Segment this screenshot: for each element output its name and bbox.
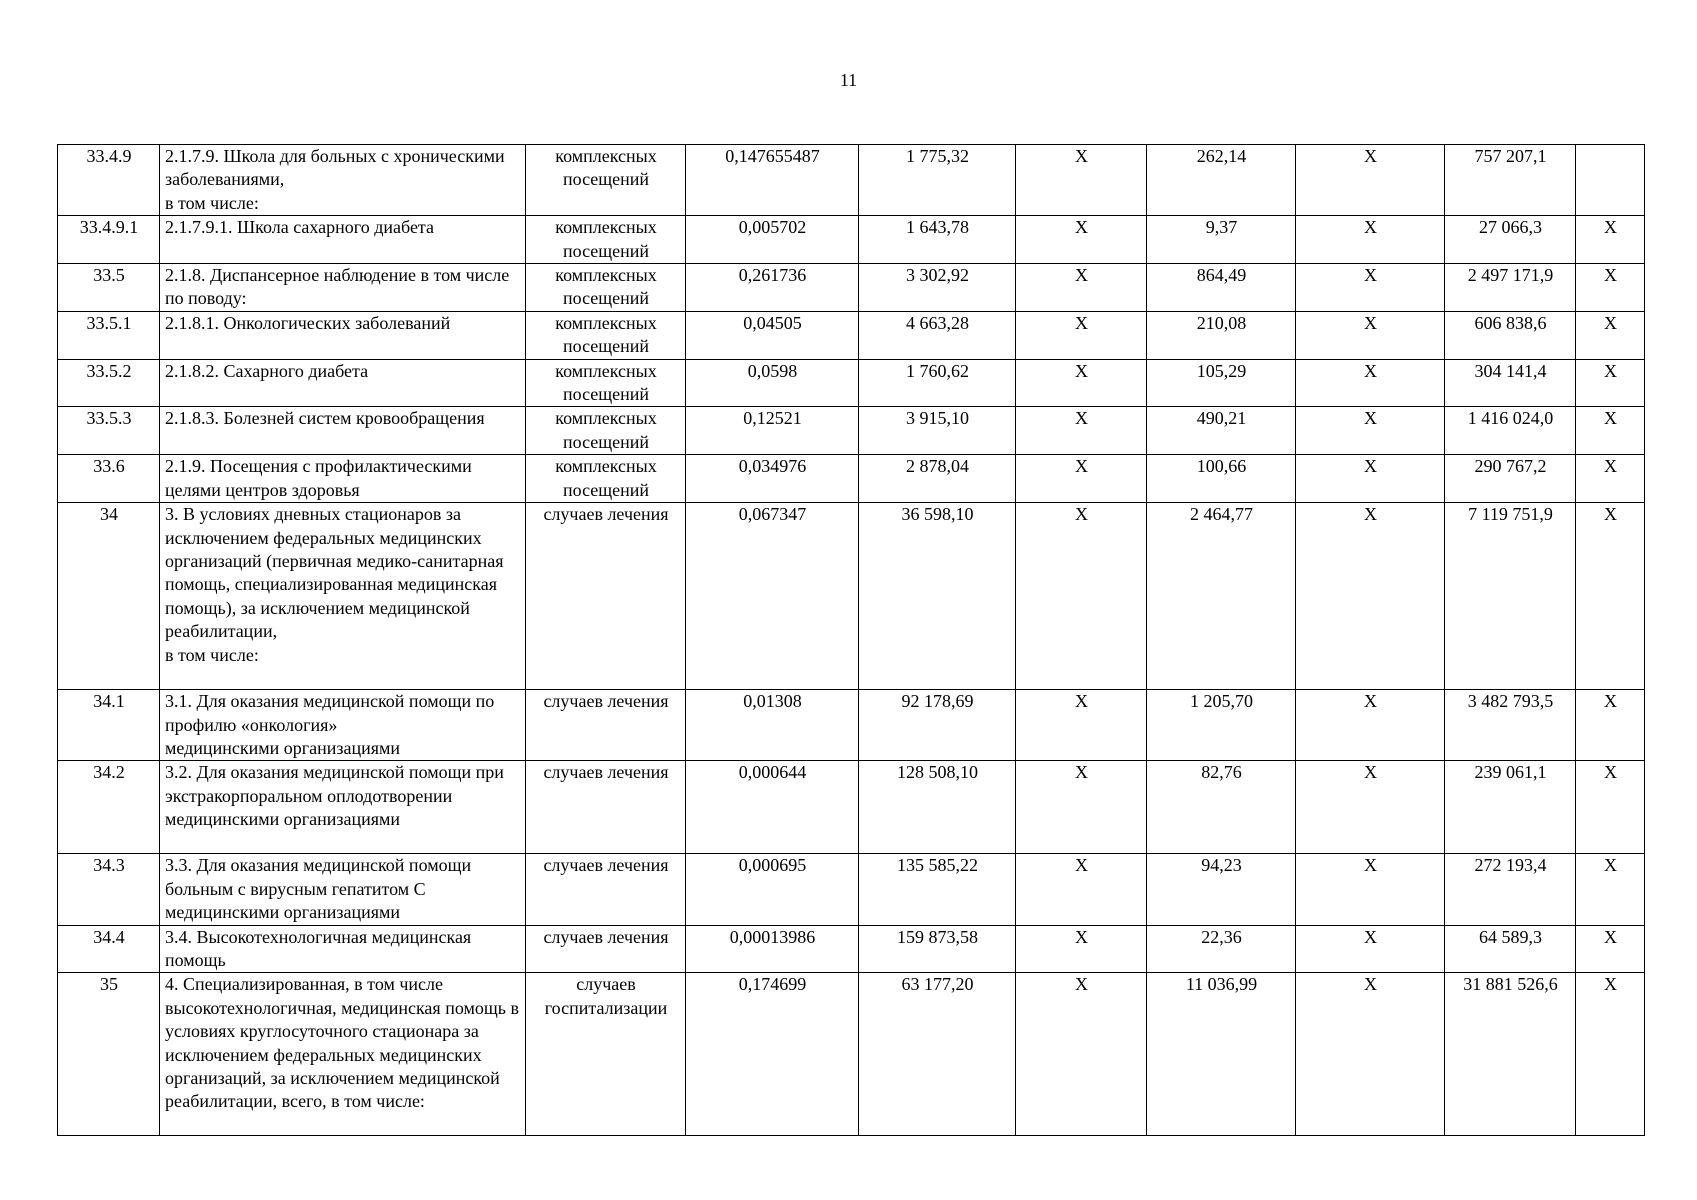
- cell-norm: 0,0598: [686, 359, 859, 407]
- cell-cost: 1 760,62: [859, 359, 1016, 407]
- cell-norm: 0,005702: [686, 216, 859, 264]
- cell-unit: комплексных посещений: [526, 359, 686, 407]
- cell-description: 3.2. Для оказания медицинской помощи при экстракорпоральном оплодотворении медицинскими организациями: [160, 761, 526, 854]
- cell-code: 34.1: [58, 690, 160, 761]
- cell-cost: 128 508,10: [859, 761, 1016, 854]
- cell-code: 33.4.9.1: [58, 216, 160, 264]
- cell-unit: случаев лечения: [526, 854, 686, 925]
- cell-col10: X: [1576, 973, 1645, 1136]
- cell-cost: 1 643,78: [859, 216, 1016, 264]
- cell-total: 272 193,4: [1445, 854, 1576, 925]
- cell-norm: 0,000644: [686, 761, 859, 854]
- cell-code: 34: [58, 503, 160, 690]
- cell-col8: X: [1296, 925, 1445, 973]
- cell-description: 3. В условиях дневных стационаров за исключением федеральных медицинских организаций (первичная медико-санитарная помощь, специализированная медицинская помощь), за исключением медицинской реабилитации, в том числе:: [160, 503, 526, 690]
- cell-col6: X: [1016, 311, 1147, 359]
- cell-per-capita: 105,29: [1147, 359, 1296, 407]
- table-row: [58, 216, 1645, 264]
- cell-unit: случаев лечения: [526, 503, 686, 690]
- cell-code: 34.2: [58, 761, 160, 854]
- cell-description: 2.1.8.1. Онкологических заболеваний: [160, 311, 526, 359]
- cell-total: 239 061,1: [1445, 761, 1576, 854]
- cell-norm: 0,00013986: [686, 925, 859, 973]
- cell-col6: X: [1016, 854, 1147, 925]
- cell-per-capita: 94,23: [1147, 854, 1296, 925]
- cell-cost: 135 585,22: [859, 854, 1016, 925]
- cell-total: 606 838,6: [1445, 311, 1576, 359]
- cell-cost: 4 663,28: [859, 311, 1016, 359]
- cell-col6: X: [1016, 455, 1147, 503]
- cell-col10: X: [1576, 407, 1645, 455]
- cell-total: 64 589,3: [1445, 925, 1576, 973]
- cell-description: 3.3. Для оказания медицинской помощи больным с вирусным гепатитом С медицинскими организациями: [160, 854, 526, 925]
- cell-col8: X: [1296, 145, 1445, 216]
- cell-per-capita: 262,14: [1147, 145, 1296, 216]
- cell-code: 34.3: [58, 854, 160, 925]
- cell-norm: 0,01308: [686, 690, 859, 761]
- table-row: [58, 311, 1645, 359]
- cell-col6: X: [1016, 503, 1147, 690]
- cell-cost: 159 873,58: [859, 925, 1016, 973]
- cell-cost: 1 775,32: [859, 145, 1016, 216]
- cell-description: 3.4. Высокотехнологичная медицинская помощь: [160, 925, 526, 973]
- cell-cost: 3 915,10: [859, 407, 1016, 455]
- cell-col10: X: [1576, 503, 1645, 690]
- cell-unit: случаев лечения: [526, 761, 686, 854]
- cell-col8: X: [1296, 264, 1445, 312]
- table-row: [58, 854, 1645, 925]
- cell-total: 2 497 171,9: [1445, 264, 1576, 312]
- cell-code: 35: [58, 973, 160, 1136]
- cell-col10: X: [1576, 216, 1645, 264]
- cell-cost: 36 598,10: [859, 503, 1016, 690]
- cell-col6: X: [1016, 925, 1147, 973]
- cell-cost: 63 177,20: [859, 973, 1016, 1136]
- cell-col6: X: [1016, 407, 1147, 455]
- table-row: [58, 761, 1645, 854]
- cell-code: 33.5: [58, 264, 160, 312]
- cell-description: 2.1.7.9. Школа для больных с хроническими заболеваниями, в том числе:: [160, 145, 526, 216]
- cell-code: 33.4.9: [58, 145, 160, 216]
- cell-total: 31 881 526,6: [1445, 973, 1576, 1136]
- cell-unit: случаев лечения: [526, 690, 686, 761]
- cell-total: 290 767,2: [1445, 455, 1576, 503]
- cell-description: 2.1.8.3. Болезней систем кровообращения: [160, 407, 526, 455]
- cell-description: 2.1.9. Посещения с профилактическими целями центров здоровья: [160, 455, 526, 503]
- table-row: [58, 359, 1645, 407]
- cell-norm: 0,04505: [686, 311, 859, 359]
- cell-total: 7 119 751,9: [1445, 503, 1576, 690]
- data-table: [57, 144, 1645, 1136]
- cell-col8: X: [1296, 407, 1445, 455]
- cell-total: 1 416 024,0: [1445, 407, 1576, 455]
- cell-norm: 0,067347: [686, 503, 859, 690]
- table-row: [58, 145, 1645, 216]
- cell-col8: X: [1296, 973, 1445, 1136]
- cell-norm: 0,12521: [686, 407, 859, 455]
- cell-per-capita: 9,37: [1147, 216, 1296, 264]
- cell-col6: X: [1016, 145, 1147, 216]
- cell-per-capita: 11 036,99: [1147, 973, 1296, 1136]
- cell-col6: X: [1016, 264, 1147, 312]
- cell-unit: комплексных посещений: [526, 311, 686, 359]
- cell-unit: комплексных посещений: [526, 407, 686, 455]
- cell-code: 33.5.2: [58, 359, 160, 407]
- cell-col8: X: [1296, 455, 1445, 503]
- page-number: 11: [839, 70, 858, 90]
- cell-col10: X: [1576, 761, 1645, 854]
- cell-description: 4. Специализированная, в том числе высокотехнологичная, медицинская помощь в условиях круглосуточного стационара за исключением федеральных медицинских организаций, за исключением медицинской реабилитации, всего, в том числе:: [160, 973, 526, 1136]
- cell-col6: X: [1016, 359, 1147, 407]
- cell-col6: X: [1016, 761, 1147, 854]
- cell-per-capita: 2 464,77: [1147, 503, 1296, 690]
- cell-total: 3 482 793,5: [1445, 690, 1576, 761]
- cell-description: 2.1.8.2. Сахарного диабета: [160, 359, 526, 407]
- cell-col8: X: [1296, 503, 1445, 690]
- cell-unit: комплексных посещений: [526, 145, 686, 216]
- table-row: [58, 407, 1645, 455]
- cell-per-capita: 864,49: [1147, 264, 1296, 312]
- cell-col6: X: [1016, 216, 1147, 264]
- cell-code: 33.5.3: [58, 407, 160, 455]
- cell-col6: X: [1016, 690, 1147, 761]
- cell-total: 304 141,4: [1445, 359, 1576, 407]
- cell-col8: X: [1296, 761, 1445, 854]
- cell-col8: X: [1296, 854, 1445, 925]
- cell-col10: X: [1576, 690, 1645, 761]
- cell-per-capita: 82,76: [1147, 761, 1296, 854]
- cell-unit: комплексных посещений: [526, 216, 686, 264]
- cell-code: 33.6: [58, 455, 160, 503]
- cell-per-capita: 210,08: [1147, 311, 1296, 359]
- cell-per-capita: 1 205,70: [1147, 690, 1296, 761]
- cell-cost: 2 878,04: [859, 455, 1016, 503]
- cell-unit: комплексных посещений: [526, 455, 686, 503]
- cell-unit: комплексных посещений: [526, 264, 686, 312]
- table-row: [58, 264, 1645, 312]
- cell-col8: X: [1296, 359, 1445, 407]
- table-row: [58, 925, 1645, 973]
- cell-code: 34.4: [58, 925, 160, 973]
- cell-per-capita: 490,21: [1147, 407, 1296, 455]
- table-row: [58, 455, 1645, 503]
- cell-total: 27 066,3: [1445, 216, 1576, 264]
- cell-col10: [1576, 145, 1645, 216]
- cell-col10: X: [1576, 311, 1645, 359]
- cell-norm: 0,174699: [686, 973, 859, 1136]
- table-row: [58, 973, 1645, 1136]
- cell-col10: X: [1576, 264, 1645, 312]
- cell-total: 757 207,1: [1445, 145, 1576, 216]
- cell-per-capita: 22,36: [1147, 925, 1296, 973]
- cell-col10: X: [1576, 455, 1645, 503]
- cell-col8: X: [1296, 311, 1445, 359]
- table-row: [58, 503, 1645, 690]
- cell-col8: X: [1296, 690, 1445, 761]
- cell-col8: X: [1296, 216, 1445, 264]
- cell-unit: случаев госпитализации: [526, 973, 686, 1136]
- cell-col6: X: [1016, 973, 1147, 1136]
- cell-norm: 0,034976: [686, 455, 859, 503]
- table-row: [58, 690, 1645, 761]
- cell-norm: 0,000695: [686, 854, 859, 925]
- cell-norm: 0,147655487: [686, 145, 859, 216]
- cell-col10: X: [1576, 925, 1645, 973]
- cell-cost: 92 178,69: [859, 690, 1016, 761]
- cell-description: 2.1.7.9.1. Школа сахарного диабета: [160, 216, 526, 264]
- cell-col10: X: [1576, 854, 1645, 925]
- cell-cost: 3 302,92: [859, 264, 1016, 312]
- cell-norm: 0,261736: [686, 264, 859, 312]
- table-body: [58, 145, 1645, 1136]
- cell-description: 3.1. Для оказания медицинской помощи по профилю «онкология» медицинскими организациями: [160, 690, 526, 761]
- cell-description: 2.1.8. Диспансерное наблюдение в том числе по поводу:: [160, 264, 526, 312]
- cell-per-capita: 100,66: [1147, 455, 1296, 503]
- cell-col10: X: [1576, 359, 1645, 407]
- cell-unit: случаев лечения: [526, 925, 686, 973]
- cell-code: 33.5.1: [58, 311, 160, 359]
